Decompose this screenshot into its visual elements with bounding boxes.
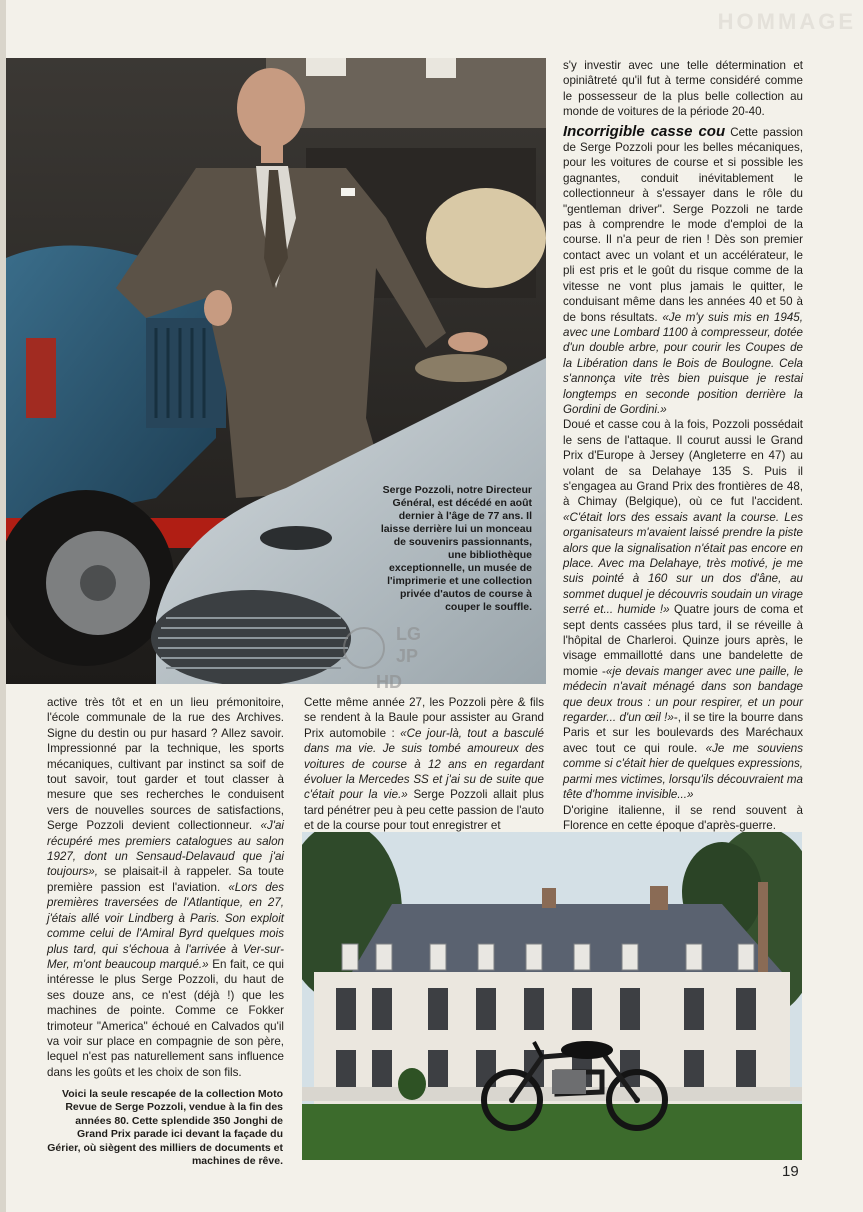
left-text-2: se plaisait-il à rappeler. Sa toute première passion est l'aviation.	[47, 865, 284, 894]
right-paragraph-2-after: Quatre jours de coma et sept dents cassées plus tard, il se réveille à l'hôpital de Charleroi. Quinze jours après, le visage emmaillotté dans une bandelette de momie -	[563, 603, 803, 678]
top-photo-caption: Serge Pozzoli, notre Directeur Général, est décédé en août dernier à l'âge de 77 ans. Il laisse derrière lui un monceau de souvenirs passionnants, une bibliothèque exceptionnelle, un musée de l'imprimerie et une collection privée d'autos de course à couper le souffle.	[380, 484, 532, 613]
right-paragraph-1-text: Cette passion de Serge Pozzoli pour les belles mécaniques, pour les voitures de course et si possible les gagnantes, conduit inévitablement le collectionneur à s'essayer dans le rôle du "gentleman driver". Serge Pozzoli ne tarde pas à comprendre le mode d'emploi de la course. Il n'a peur de rien ! Dès son premier contact avec un volant et un accélérateur, le pli est pris et le goût du risque comme de la vitesse ne vont plus jamais le quitter, le conduisant même dans les années 40 et 50 à de bons résultats.	[563, 125, 803, 324]
middle-text-2: Serge Pozzoli allait plus tard pénétrer peu à peu cette passion de l'auto et de la course pour tout enregistrer et	[304, 788, 544, 833]
article-right-column	[563, 58, 803, 833]
watermark-line-3: HD	[376, 672, 402, 692]
left-quote-1: «J'ai récupéré mes premiers catalogues au salon 1927, dont un Sensaud-Delavaud que j'ai toujours»,	[47, 819, 284, 879]
middle-paragraph	[304, 695, 544, 834]
left-text-1: active très tôt et en un lieu prémonitoire, l'école communale de la rue des Archives. Signe du destin ou pur hasard ? Allez savoir. Impressionné par la technique, les sports mécaniques, cultivant par instinct sa soif de tout savoir, tout garder et tout classer à mesure que ses recherches le conduisent vers de nouvelles sources de satisfactions, Serge Pozzoli devient collectionneur.	[47, 696, 284, 833]
section-header-title: HOMMAGE	[717, 9, 856, 34]
right-intro-paragraph: s'y investir avec une telle détermination et opiniâtreté qu'il fut à terme considéré comme le possesseur de la plus belle collection au monde de voitures de la période 20-40.	[563, 59, 803, 119]
middle-quote-1: «Ce jour-là, tout a basculé dans ma vie. Je suis tombé amoureux des voitures de course à 12 ans en regardant évoluer la Mercedes SS et j'ai su de suite que c'était pour la vie.»	[304, 726, 544, 802]
subhead-incorrigible: Incorrigible casse cou	[563, 122, 726, 140]
right-paragraph-2-text: Doué et casse cou à la fois, Pozzoli possédait le sens de l'attaque. Il courut aussi le Grand Prix d'Europe à Jersey (Angleterre en 47) au volant de sa Delahaye 135 S. Puis il s'engagea au Grand Prix des frontières de 48, à Chimay (Belgique), où ce fut l'accident.	[563, 418, 803, 509]
watermark-line-1: LG	[396, 624, 421, 644]
right-paragraph-2	[563, 417, 803, 802]
bottom-photo-caption: Voici la seule rescapée de la collection Moto Revue de Serge Pozzoli, vendue à la fin des années 80. Cette splendide 350 Jonghi de Grand Prix parade ici devant la façade du Gérier, où siègent des milliers de documents et machines de rêve.	[47, 1088, 283, 1168]
watermark-stamp	[340, 614, 432, 694]
right-paragraph-2-quote-2: «je devais manger avec une paille, le médecin n'avait ménagé dans son bandage que deux trous : un pour respirer, et un pour regarder... d'un œil !»	[563, 664, 803, 725]
right-paragraph-2-quote: «C'était lors des essais avant la course. Les organisateurs m'avaient laissé prendre la piste alors que la signalisation n'était pas encore en place. Avec ma Delahaye, très motivé, je me suis pointé à 160 sur un dos d'âne, au sommet duquel je découvris soudain un virage serré et... humide !»	[563, 510, 803, 617]
article-middle-column	[304, 695, 544, 834]
bottom-photo	[302, 832, 802, 1160]
right-paragraph-2-after-2: -, il se tire la bourre dans Paris et sur les boulevards des Maréchaux avec tout ce qui roule.	[563, 711, 803, 755]
article-left-column	[47, 695, 284, 1080]
bottom-photo-illustration	[302, 832, 802, 1160]
right-paragraph-2-quote-3: «Je me souviens comme si c'était hier de quelques expressions, parmi mes victimes, lorsqu'ils découvraient ma tête d'homme invisible...»	[563, 741, 804, 802]
middle-text-1: Cette même année 27, les Pozzoli père & fils se rendent à la Baule pour assister au Grand Prix automobile :	[304, 696, 544, 740]
page-number: 19	[782, 1163, 799, 1180]
left-quote-2: «Lors des premières traversées de l'Atlantique, en 27, j'étais allé voir Lindberg à Paris. Son exploit comme celui de l'Amiral Byrd quelques mois plus tard, qui s'échoua à l'arrivée à Ver-sur-Mer, m'ont beaucoup marqué.»	[47, 880, 284, 971]
watermark-line-2: JP	[396, 646, 419, 666]
left-paragraph	[47, 695, 284, 1080]
right-paragraph-1	[563, 124, 803, 418]
section-header	[640, 10, 856, 50]
left-text-3: En fait, ce qui intéresse le plus Serge Pozzoli, du haut de ses douze ans, ce n'est (déjà !) que les machines de pointe. Comme ce Fokker trimoteur "America" échoué en Calvados qu'il va voir sur place en compagnie de son père, lequel n'est pas naturellement sans influence dans les goûts et les choix de son fils.	[47, 957, 284, 1079]
right-paragraph-1-quote: «Je m'y suis mis en 1945, avec une Lombard 1100 à compresseur, dotée d'un double arbre, pour courir les Coupes de la Libération dans le Bois de Boulogne. Cela s'annonça vite très bien puisque je restai longtemps en seconde position derrière la Gordini de Gordini.»	[563, 310, 803, 416]
right-paragraph-3: D'origine italienne, il se rend souvent à Florence en cette époque d'après-guerre.	[563, 803, 803, 832]
